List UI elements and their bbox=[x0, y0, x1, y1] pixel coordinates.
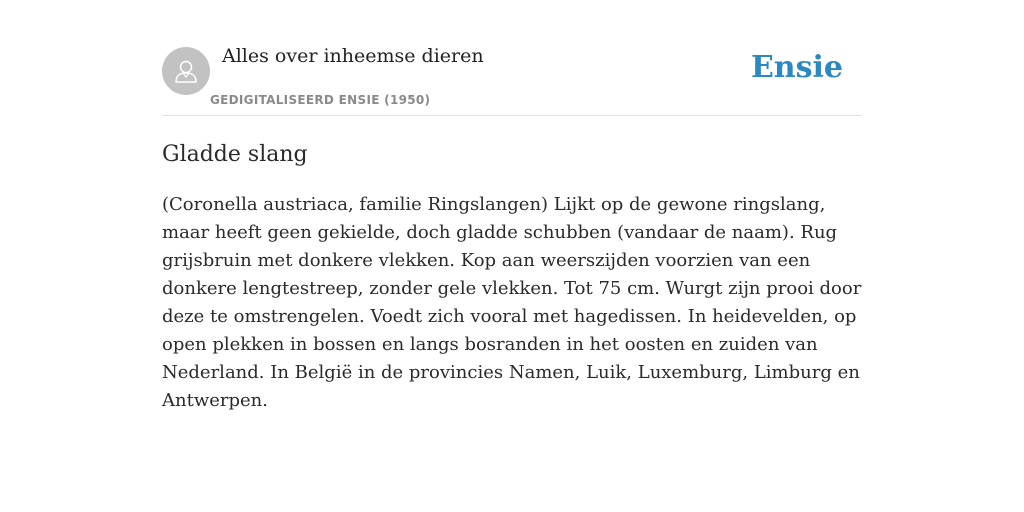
user-icon bbox=[172, 57, 200, 85]
page-container bbox=[162, 0, 862, 415]
site-title[interactable]: Alles over inheemse dieren bbox=[222, 45, 484, 67]
source-subtitle: GEDIGITALISEERD ENSIE (1950) bbox=[210, 93, 431, 107]
entry-body: (Coronella austriaca, familie Ringslangen) Lijkt op de gewone ringslang, maar heeft geen gekielde, doch gladde schubben (vandaar de naam). Rug grijsbruin met donkere vlekken. Kop aan weerszijden voorzien van een donkere lengtestreep, zonder gele vlekken. Tot 75 cm. Wurgt zijn prooi door deze te omstrengelen. Voedt zich vooral met hagedissen. In heidevelden, op open plekken in bossen en langs bosranden in het oosten en zuiden van Nederland. In België in de provincies Namen, Luik, Luxemburg, Limburg en Antwerpen. bbox=[162, 194, 862, 411]
page-header bbox=[162, 0, 862, 116]
brand-logo[interactable]: Ensie bbox=[750, 50, 843, 85]
author-avatar[interactable] bbox=[162, 47, 210, 95]
entry-title: Gladde slang bbox=[162, 142, 308, 167]
